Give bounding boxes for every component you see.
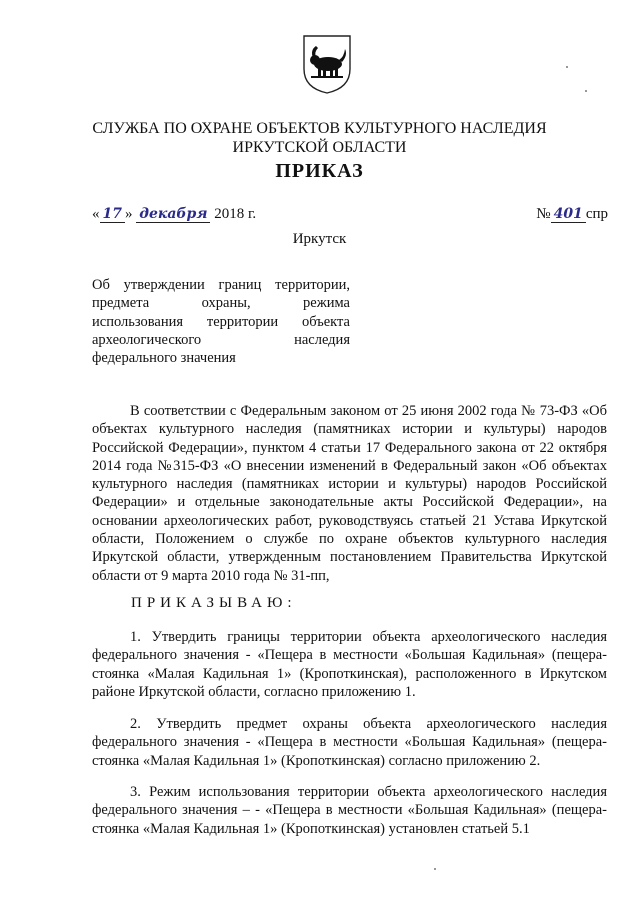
scan-speck — [585, 90, 587, 92]
order-verb: ПРИКАЗЫВАЮ: — [131, 595, 297, 611]
irkutsk-coat-of-arms-icon — [301, 33, 353, 95]
subject-line: археологического наследия — [92, 331, 350, 348]
date-close-quote: » — [124, 206, 133, 222]
date-day-handwritten: 17 — [100, 206, 125, 223]
preamble-paragraph: В соответствии с Федеральным законом от 25 июня 2002 года № 73-ФЗ «Об объектах культурного наследия (памятниках истории и культуры) народов Российской Федерации», пунктом 4 статьи 17 Федерального закона от 22 октября 2014 года №315-ФЗ «О внесении изменений в Федеральный закон «Об объектах культурного наследия (памятниках истории и культуры) народов Российской Федерации» и отдельные законодательные акты Российской Федерации», на основании археологических работ, руководствуясь статьей 21 Устава Иркутской области, Положением о службе по охране объектов культурного наследия Иркутской области, утвержденным постановлением Правительства Иркутской области от 9 марта 2010 года № 31-пп, — [92, 403, 607, 584]
city-name: Иркутск — [292, 231, 347, 247]
number-suffix: спр — [585, 206, 608, 222]
order-item-3: 3. Режим использования территории объекта археологического наследия федерального значения – - «Пещера в местности «Большая Кадильная» (пещера-стоянка «Малая Кадильная 1» (Кропоткинская) установлен статьей 5.1 — [92, 784, 607, 837]
subject-line: предмета охраны, режима — [92, 295, 350, 312]
date-open-quote: « — [92, 206, 100, 222]
subject-line: Об утверждении границ территории, — [92, 277, 350, 293]
agency-name — [0, 119, 639, 157]
order-subject — [92, 276, 350, 367]
subject-line: федерального значения — [92, 350, 236, 367]
number-value-handwritten: 401 — [551, 206, 586, 223]
order-item-1: 1. Утвердить границы территории объекта археологического наследия федерального значения - «Пещера в местности «Большая Кадильная» (пещера-стоянка «Малая Кадильная 1» (Кропоткинская), расположенного в Иркутском районе Иркутской области, согласно приложению 1. — [92, 629, 607, 700]
date-year: 2018 г. — [214, 206, 257, 222]
date-month-handwritten: декабря — [136, 206, 210, 223]
number-sign: № — [536, 206, 551, 222]
subject-line: использования территории объекта — [92, 313, 350, 330]
agency-name-line-1: СЛУЖБА ПО ОХРАНЕ ОБЪЕКТОВ КУЛЬТУРНОГО НАСЛЕДИЯ — [92, 120, 547, 137]
scan-speck — [434, 868, 436, 870]
order-number — [536, 206, 608, 223]
scan-speck — [566, 66, 568, 68]
order-date — [92, 206, 256, 223]
order-item-2: 2. Утвердить предмет охраны объекта археологического наследия федерального значения - «Пещера в местности «Большая Кадильная» (пещера-стоянка «Малая Кадильная 1» (Кропоткинская) согласно приложению 2. — [92, 716, 607, 769]
agency-name-line-2: ИРКУТСКОЙ ОБЛАСТИ — [232, 139, 407, 156]
document-type-title: ПРИКАЗ — [275, 160, 364, 182]
